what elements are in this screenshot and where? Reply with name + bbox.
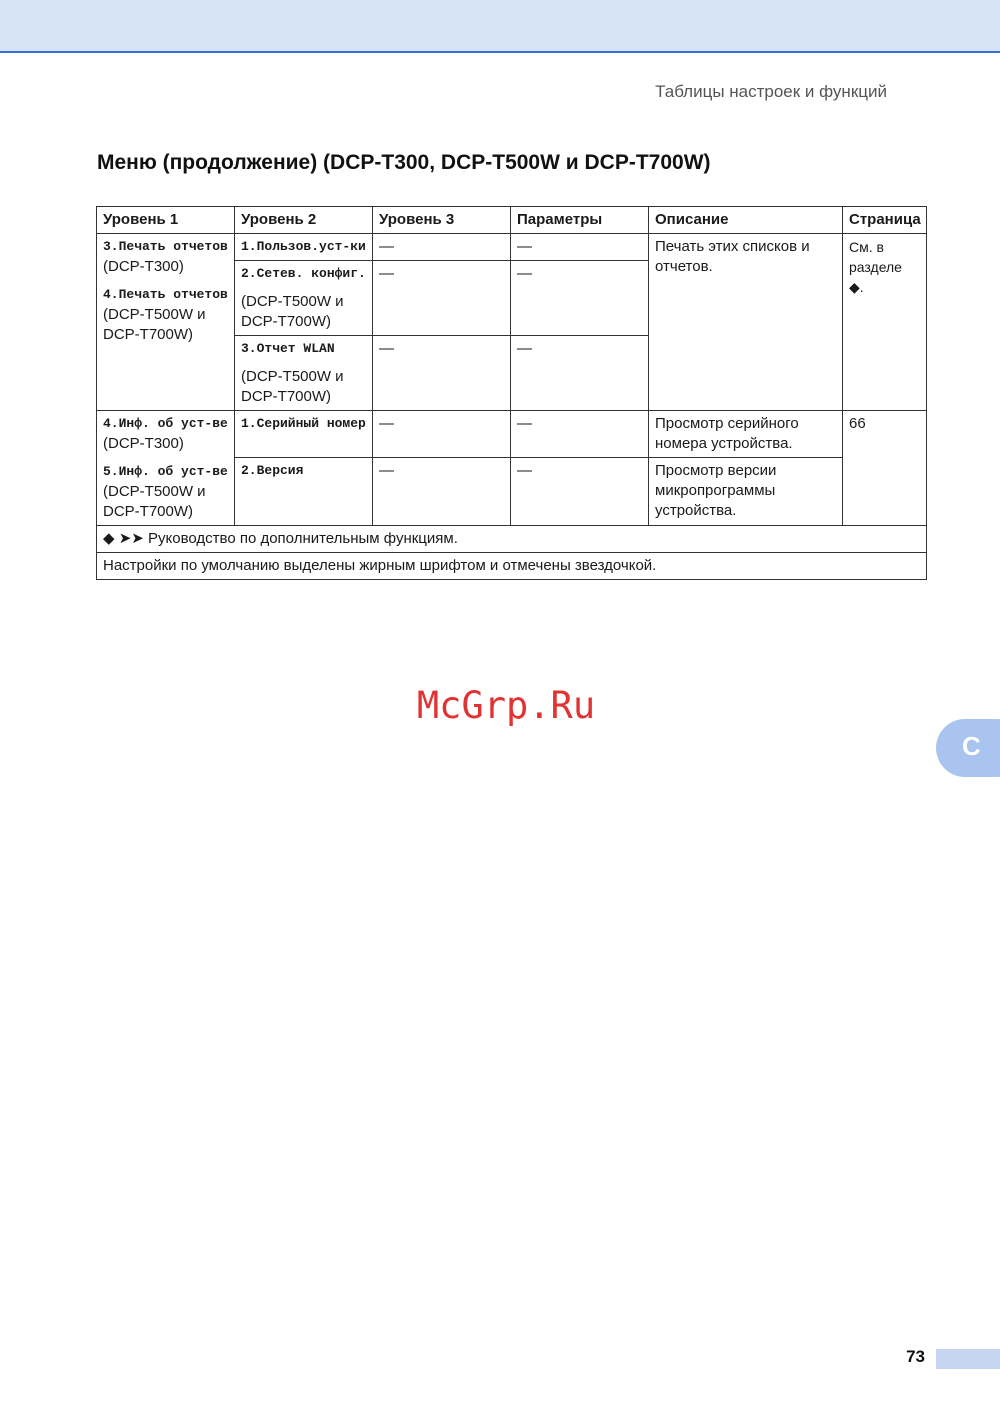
page-cell: 66 xyxy=(843,411,927,526)
header-level3: Уровень 3 xyxy=(373,207,511,234)
level2-cell xyxy=(235,458,373,526)
level3-cell: — xyxy=(373,261,511,336)
model-note: (DCP-T500W и DCP-T700W) xyxy=(103,306,206,343)
description-cell: Просмотр версии микропрограммы устройства. xyxy=(649,458,843,526)
level1-item: 4.Инф. об уст-ве xyxy=(103,416,228,431)
table-header-row xyxy=(97,207,927,234)
level2-item: 2.Сетев. конфиг. xyxy=(241,266,366,281)
header-description: Описание xyxy=(649,207,843,234)
parameters-cell: — xyxy=(511,234,649,261)
parameters-cell: — xyxy=(511,261,649,336)
level2-item: 1.Серийный номер xyxy=(241,416,366,431)
table-row xyxy=(97,234,927,261)
level1-cell xyxy=(97,234,235,411)
footnote-defaults: Настройки по умолчанию выделены жирным шрифтом и отмечены звездочкой. xyxy=(97,553,927,580)
top-header-band xyxy=(0,0,1000,53)
level3-cell: — xyxy=(373,234,511,261)
model-note: (DCP-T300) xyxy=(103,435,184,452)
header-page: Страница xyxy=(843,207,927,234)
level1-item: 4.Печать отчетов xyxy=(103,287,228,302)
footnote-row xyxy=(97,526,927,553)
watermark-text: McGrp.Ru xyxy=(416,684,596,727)
parameters-cell: — xyxy=(511,336,649,411)
level2-item: 3.Отчет WLAN xyxy=(241,341,335,356)
level2-cell xyxy=(235,336,373,411)
level3-cell: — xyxy=(373,336,511,411)
section-title: Меню (продолжение) (DCP-T300, DCP-T500W и DCP-T700W) xyxy=(97,151,711,174)
parameters-cell: — xyxy=(511,458,649,526)
level1-item: 3.Печать отчетов xyxy=(103,239,228,254)
level2-cell xyxy=(235,261,373,336)
page-cell: См. в разделе ◆. xyxy=(843,234,927,411)
header-level2: Уровень 2 xyxy=(235,207,373,234)
model-note: (DCP-T500W и DCP-T700W) xyxy=(241,368,344,405)
level2-item: 2.Версия xyxy=(241,463,304,479)
parameters-cell: — xyxy=(511,411,649,458)
level3-cell: — xyxy=(373,458,511,526)
description-cell: Печать этих списков и отчетов. xyxy=(649,234,843,411)
table-row xyxy=(97,411,927,458)
model-note: (DCP-T500W и DCP-T700W) xyxy=(241,293,344,330)
level3-cell: — xyxy=(373,411,511,458)
running-header: Таблицы настроек и функций xyxy=(655,82,887,101)
page-number-band xyxy=(936,1349,1000,1369)
header-level1: Уровень 1 xyxy=(97,207,235,234)
level2-cell xyxy=(235,411,373,458)
level2-cell xyxy=(235,234,373,261)
model-note: (DCP-T500W и DCP-T700W) xyxy=(103,483,206,520)
page-number: 73 xyxy=(906,1347,925,1366)
level1-item: 5.Инф. об уст-ве xyxy=(103,464,228,479)
footnote-row xyxy=(97,553,927,580)
header-parameters: Параметры xyxy=(511,207,649,234)
menu-table xyxy=(96,206,927,580)
footnote-reference: ◆ ➤➤ Руководство по дополнительным функциям. xyxy=(97,526,927,553)
chapter-tab-letter: C xyxy=(962,731,981,761)
model-note: (DCP-T300) xyxy=(103,258,184,275)
chapter-tab xyxy=(936,719,1000,777)
level1-cell xyxy=(97,411,235,526)
description-cell: Просмотр серийного номера устройства. xyxy=(649,411,843,458)
level2-item: 1.Пользов.уст-ки xyxy=(241,239,366,254)
